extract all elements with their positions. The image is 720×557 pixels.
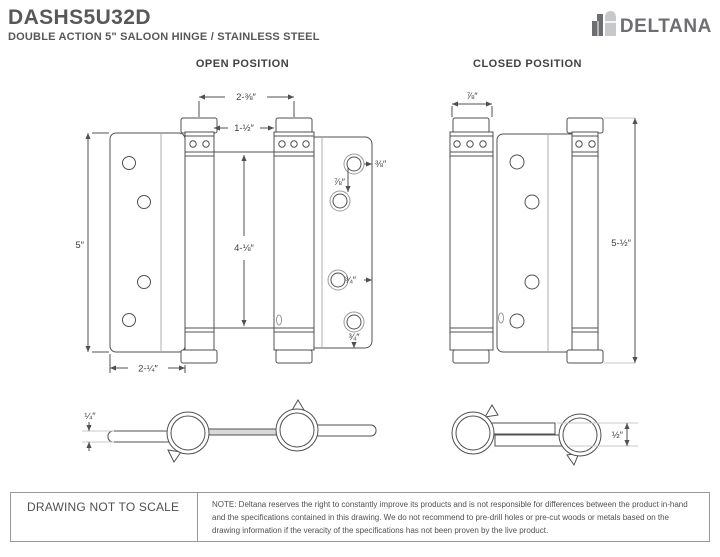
closed-position-drawing [440,88,700,388]
open-left-leaf [110,133,185,352]
svg-text:½″: ½″ [611,430,623,441]
svg-text:¾″: ¾″ [344,275,356,286]
svg-text:⅞″: ⅞″ [466,91,478,102]
closed-position-label: CLOSED POSITION [473,58,582,70]
scale-note: DRAWING NOT TO SCALE [11,493,198,541]
brand-name: DELTANA [619,16,712,37]
svg-text:4-⅛″: 4-⅛″ [234,243,254,254]
open-profile-hinge [108,400,376,462]
deltana-logo-icon [590,8,617,36]
open-position-drawing [68,88,418,388]
dim-open-inner-span [214,123,274,134]
dim-open-top-span [199,92,294,117]
brand-logo [590,8,712,36]
open-profile-drawing [70,393,390,483]
closed-center-leaf [497,134,580,352]
open-position-label: OPEN POSITION [195,58,290,70]
dim-open-leaf-width [110,354,185,375]
leaf-wrap-beak [485,405,498,417]
svg-text:⅜″: ⅜″ [375,159,387,170]
closed-profile-hinge [452,405,601,465]
page-title: DASHS5U32D [8,6,151,29]
svg-text:⅞″: ⅞″ [333,177,345,188]
svg-text:2-⅜″: 2-⅜″ [236,92,256,103]
dim-closed-knuckle-width [452,91,492,117]
legal-note-cell [198,493,709,541]
dim-open-leaf-thickness [82,411,114,451]
svg-text:5-½″: 5-½″ [611,238,631,249]
footer-box [10,492,710,542]
dim-open-inner-height [234,155,254,326]
closed-profile-drawing [435,393,685,483]
dim-closed-overall-height [604,118,635,363]
svg-text:1-½″: 1-½″ [234,123,254,134]
page-subtitle: DOUBLE ACTION 5" SALOON HINGE / STAINLESS STEEL [8,31,320,43]
svg-text:2-¼″: 2-¼″ [138,363,158,375]
dim-open-leaf-height [75,133,109,352]
svg-text:¼″: ¼″ [84,411,96,422]
legal-note: NOTE: Deltana reserves the right to constantly improve its products and is not responsible for differences between the product in-hand and the specifications contained in this drawing. We do not recommend to pre-drill holes or pre-cut woods or metals based on the drawing information if the veracity of the specifications has not been proven by the live product. [212,500,688,536]
svg-text:5″: 5″ [75,240,84,251]
open-spring-barrels [185,132,314,350]
svg-text:¾″: ¾″ [348,332,360,343]
